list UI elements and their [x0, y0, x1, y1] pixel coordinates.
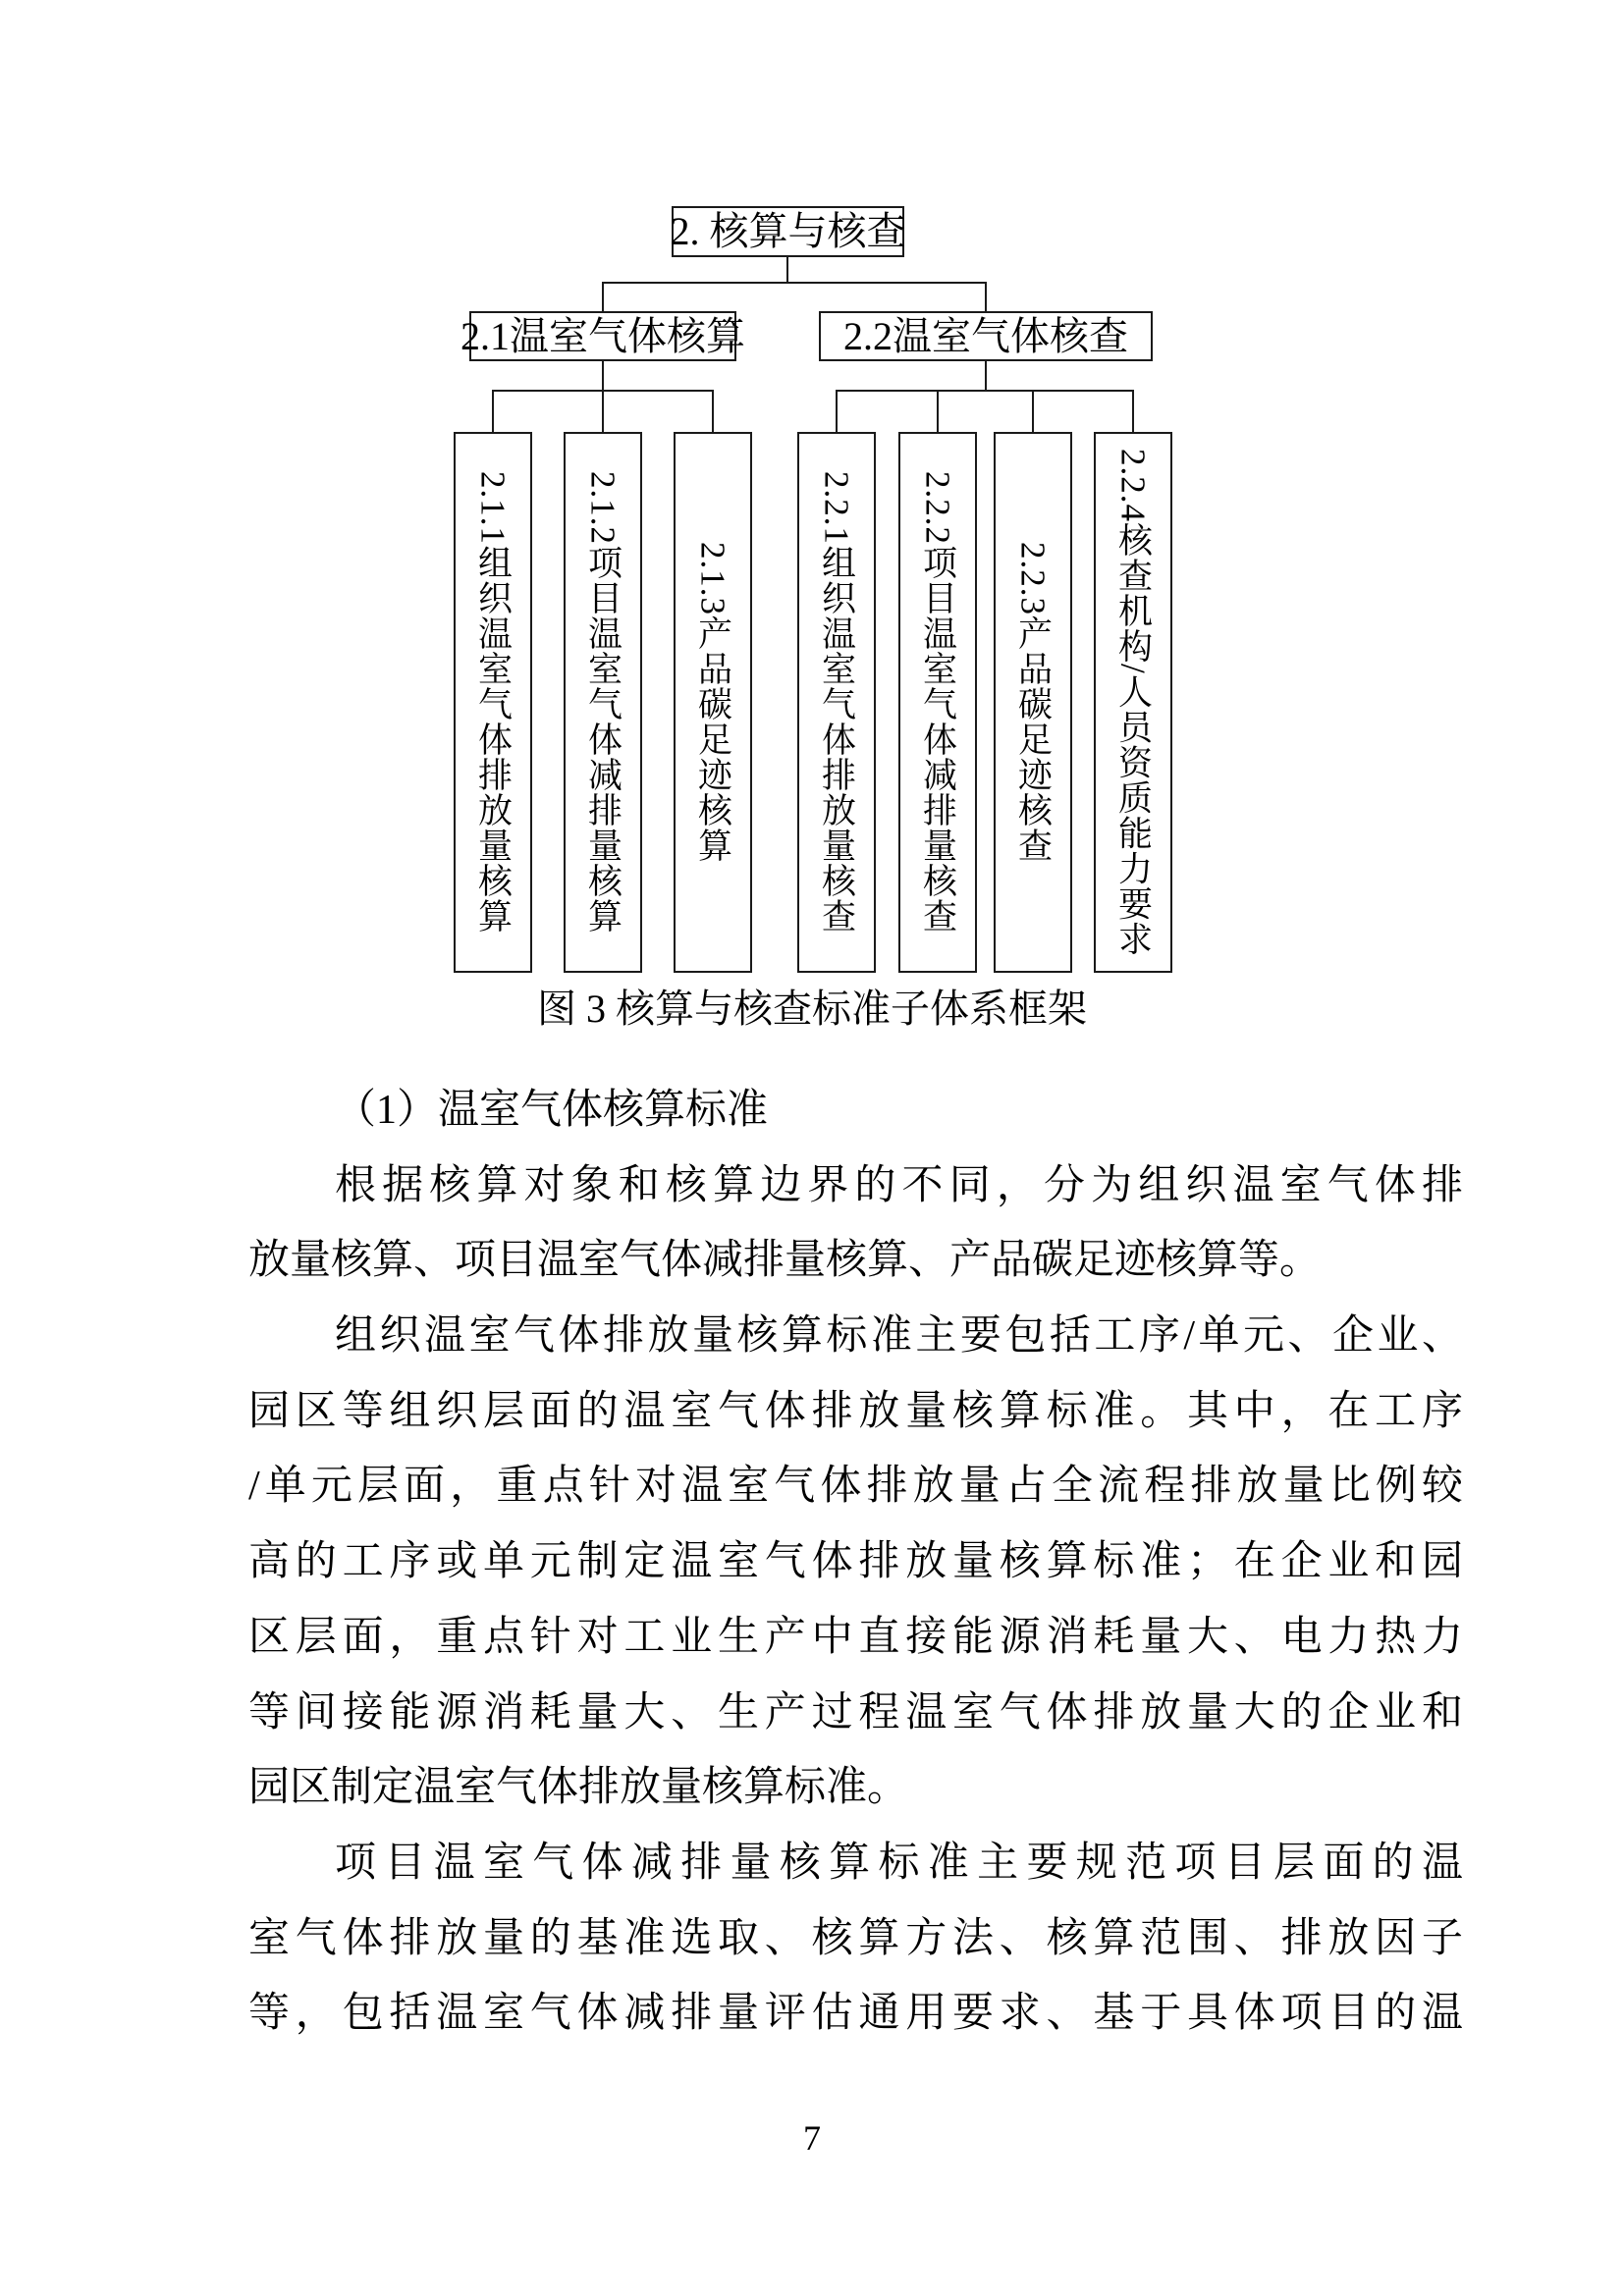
body-line: 区层面，重点针对工业生产中直接能源消耗量大、电力热力 [248, 1614, 1463, 1660]
connector-line [712, 390, 714, 432]
connector-line [602, 282, 604, 311]
body-line: 园区等组织层面的温室气体排放量核算标准。其中，在工序 [248, 1388, 1463, 1434]
section-heading: （1）温室气体核算标准 [335, 1088, 769, 1133]
connector-line [985, 282, 987, 311]
flowchart-node-leaf-2-1-2 [564, 432, 642, 973]
flowchart-node-leaf-2-2-1 [797, 432, 876, 973]
connector-line [985, 361, 987, 391]
body-line: 放量核算、项目温室气体减排量核算、产品碳足迹核算等。 [248, 1238, 1322, 1284]
connector-line [1132, 390, 1134, 432]
leaf-label: 2.1.3产品碳足迹核算 [693, 542, 732, 863]
flowchart-node-branch-2-2: 2.2温室气体核查 [819, 311, 1153, 361]
flowchart-node-leaf-2-2-2 [898, 432, 977, 973]
page-number: 7 [803, 2118, 821, 2158]
flowchart-node-leaf-2-2-3 [994, 432, 1072, 973]
body-line: 组织温室气体排放量核算标准主要包括工序/单元、企业、 [335, 1313, 1463, 1360]
body-line: 园区制定温室气体排放量核算标准。 [248, 1765, 909, 1811]
flowchart-node-leaf-2-2-4 [1094, 432, 1172, 973]
flowchart-node-leaf-2-1-1 [454, 432, 532, 973]
body-line: 项目温室气体减排量核算标准主要规范项目层面的温 [335, 1840, 1463, 1886]
flowchart-node-branch-2-1: 2.1温室气体核算 [469, 311, 736, 361]
connector-line [492, 390, 494, 432]
body-line: 高的工序或单元制定温室气体排放量核算标准；在企业和园 [248, 1539, 1463, 1585]
connector-line [602, 282, 987, 284]
body-line: 等间接能源消耗量大、生产过程温室气体排放量大的企业和 [248, 1689, 1463, 1735]
leaf-label: 2.2.1组织温室气体排放量核查 [817, 471, 856, 934]
connector-line [836, 390, 838, 432]
leaf-label: 2.1.1组织温室气体排放量核算 [473, 471, 513, 934]
body-text [248, 1073, 1463, 2052]
flowchart-node-root: 2. 核算与核查 [672, 206, 904, 257]
body-line: 室气体排放量的基准选取、核算方法、核算范围、排放因子 [248, 1915, 1463, 1961]
leaf-label: 2.2.4核查机构/人员资质能力要求 [1113, 448, 1153, 957]
body-line: 等，包括温室气体减排量评估通用要求、基于具体项目的温 [248, 1991, 1463, 2037]
figure-caption: 图 3 核算与核查标准子体系框架 [537, 987, 1087, 1031]
connector-line [786, 257, 788, 284]
connector-line [937, 390, 939, 432]
connector-line [1032, 390, 1034, 432]
leaf-label: 2.2.3产品碳足迹核查 [1013, 542, 1053, 863]
leaf-label: 2.2.2项目温室气体减排量核查 [918, 471, 957, 934]
body-line: /单元层面，重点针对温室气体排放量占全流程排放量比例较 [248, 1464, 1463, 1510]
flowchart-node-leaf-2-1-3 [674, 432, 752, 973]
connector-line [602, 361, 604, 391]
leaf-label: 2.1.2项目温室气体减排量核算 [583, 471, 623, 934]
connector-line [836, 390, 1134, 392]
body-line: 根据核算对象和核算边界的不同，分为组织温室气体排 [335, 1162, 1463, 1208]
connector-line [602, 390, 604, 432]
